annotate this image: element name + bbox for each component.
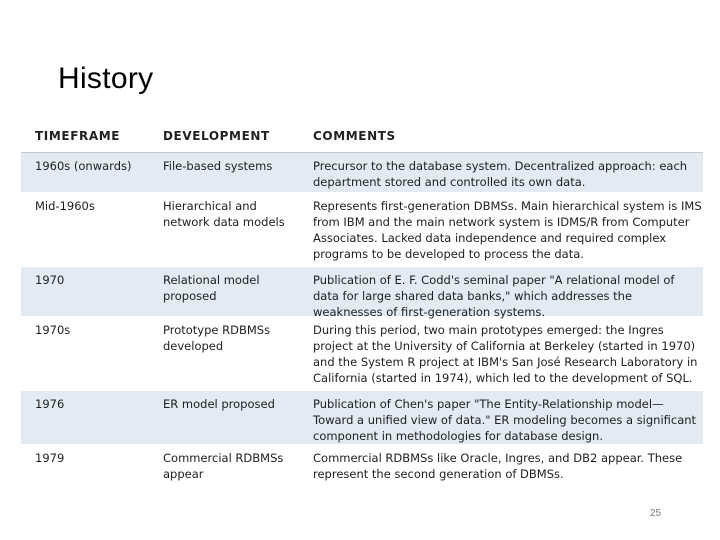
table-row [21, 267, 703, 317]
cell-comments: Publication of E. F. Codd's seminal paper "A relational model of data for large shared data banks," which addresses the weaknesses of first-generation systems. [313, 273, 675, 319]
table-row [21, 153, 703, 193]
cell-timeframe: 1960s (onwards) [35, 159, 132, 173]
cell-timeframe: 1970 [35, 273, 65, 287]
table-row [21, 445, 703, 487]
header-development: DEVELOPMENT [163, 129, 270, 143]
cell-timeframe: 1976 [35, 397, 65, 411]
cell-comments: Represents first-generation DBMSs. Main hierarchical system is IMS from IBM and the main network system is IDMS/R from Computer Associates. Lacked data independence and required complex programs to be developed to process the data. [313, 199, 702, 261]
table-row [21, 317, 703, 391]
table-row [21, 391, 703, 445]
table-row [21, 193, 703, 267]
cell-timeframe: 1979 [35, 451, 65, 465]
cell-development: Commercial RDBMSs appear [163, 451, 284, 481]
cell-timeframe: 1970s [35, 323, 71, 337]
header-timeframe: TIMEFRAME [35, 129, 121, 143]
cell-development: Prototype RDBMSs developed [163, 323, 271, 353]
cell-timeframe: Mid-1960s [35, 199, 95, 213]
header-comments: COMMENTS [313, 129, 396, 143]
slide-title: History [58, 62, 154, 95]
cell-development: File-based systems [163, 159, 273, 173]
cell-development: ER model proposed [163, 397, 275, 411]
cell-development: Relational model proposed [163, 273, 260, 303]
history-table [21, 120, 703, 487]
cell-comments: During this period, two main prototypes emerged: the Ingres project at the University of California at Berkeley (started in 1970) and the System R project at IBM's San José Research Laboratory in California (started in 1974), which led to the development of SQL. [313, 323, 698, 385]
cell-comments: Precursor to the database system. Decentralized approach: each department stored and controlled its own data. [313, 159, 688, 189]
cell-development: Hierarchical and network data models [163, 199, 285, 229]
cell-comments: Commercial RDBMSs like Oracle, Ingres, and DB2 appear. These represent the second generation of DBMSs. [313, 451, 683, 481]
table-header [21, 120, 703, 153]
page-number: 25 [650, 508, 662, 519]
cell-comments: Publication of Chen's paper "The Entity-Relationship model—Toward a unified view of data." ER modeling becomes a significant component in methodologies for database design. [313, 397, 697, 443]
